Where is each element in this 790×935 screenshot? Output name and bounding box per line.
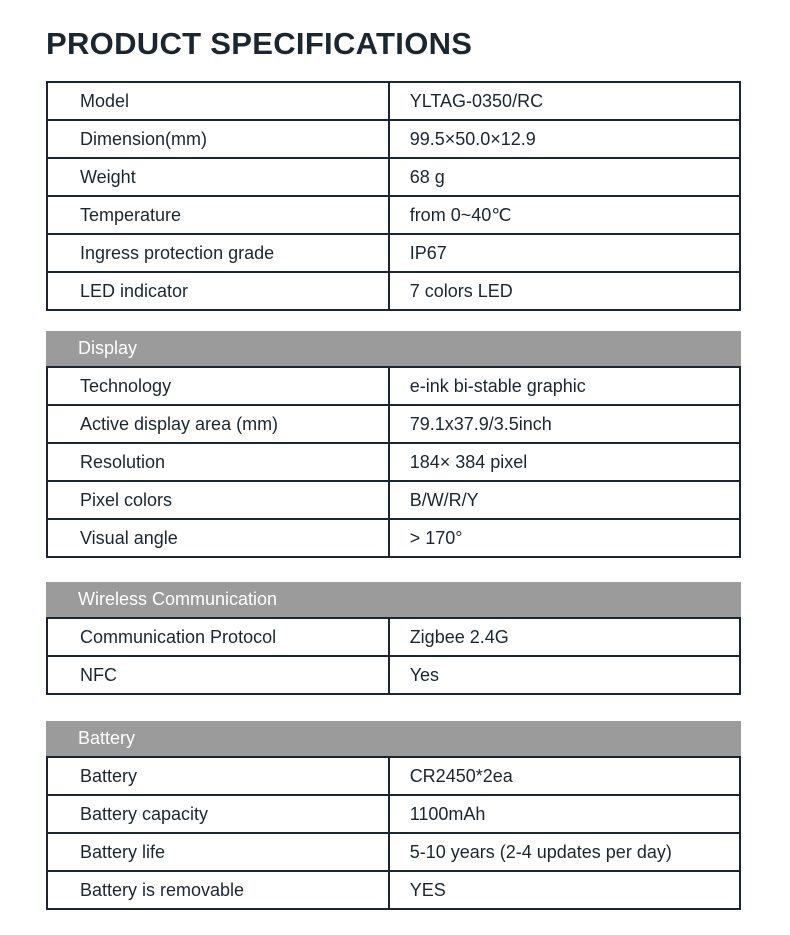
spec-label: Technology	[47, 367, 389, 405]
spec-label: Battery capacity	[47, 795, 389, 833]
spec-label: Battery is removable	[47, 871, 389, 909]
spec-value: IP67	[389, 234, 740, 272]
spec-row	[47, 196, 740, 234]
spec-value: 99.5×50.0×12.9	[389, 120, 740, 158]
spec-row	[47, 405, 740, 443]
spec-row	[47, 120, 740, 158]
spec-table-body	[47, 618, 740, 694]
spec-table	[46, 756, 741, 910]
spec-table-body	[47, 757, 740, 909]
spec-value: CR2450*2ea	[389, 757, 740, 795]
spec-row	[47, 272, 740, 310]
spec-value: Yes	[389, 656, 740, 694]
spec-label: LED indicator	[47, 272, 389, 310]
spec-value: 7 colors LED	[389, 272, 740, 310]
spec-label: Weight	[47, 158, 389, 196]
section-header-label: Wireless Communication	[78, 589, 278, 609]
spec-label: Battery	[47, 757, 389, 795]
spec-row	[47, 234, 740, 272]
page-title: PRODUCT SPECIFICATIONS	[46, 26, 473, 61]
section-header-label: Display	[78, 338, 138, 358]
spec-label: NFC	[47, 656, 389, 694]
spec-value: B/W/R/Y	[389, 481, 740, 519]
spec-label: Battery life	[47, 833, 389, 871]
spec-label: Ingress protection grade	[47, 234, 389, 272]
section-header	[46, 582, 741, 617]
spec-value: 5-10 years (2-4 updates per day)	[389, 833, 740, 871]
section-header	[46, 721, 741, 756]
spec-sections	[46, 81, 741, 910]
spec-table	[46, 617, 741, 695]
spec-value: 68 g	[389, 158, 740, 196]
spec-row	[47, 481, 740, 519]
spec-value: YLTAG-0350/RC	[389, 82, 740, 120]
spec-value: 79.1x37.9/3.5inch	[389, 405, 740, 443]
spec-row	[47, 656, 740, 694]
spec-row	[47, 618, 740, 656]
spec-label: Dimension(mm)	[47, 120, 389, 158]
spec-label: Communication Protocol	[47, 618, 389, 656]
spec-row	[47, 443, 740, 481]
spec-section	[46, 721, 741, 910]
spec-label: Resolution	[47, 443, 389, 481]
spec-row	[47, 82, 740, 120]
spec-value: YES	[389, 871, 740, 909]
spec-row	[47, 871, 740, 909]
spec-label: Pixel colors	[47, 481, 389, 519]
spec-row	[47, 833, 740, 871]
spec-section	[46, 582, 741, 695]
spec-label: Active display area (mm)	[47, 405, 389, 443]
spec-value: e-ink bi-stable graphic	[389, 367, 740, 405]
spec-row	[47, 519, 740, 557]
spec-row	[47, 158, 740, 196]
spec-section	[46, 331, 741, 558]
spec-row	[47, 795, 740, 833]
section-header	[46, 331, 741, 366]
spec-label: Temperature	[47, 196, 389, 234]
spec-table	[46, 81, 741, 311]
spec-label: Visual angle	[47, 519, 389, 557]
spec-table-body	[47, 82, 740, 310]
spec-table	[46, 366, 741, 558]
spec-value: from 0~40℃	[389, 196, 740, 234]
spec-value: 184× 384 pixel	[389, 443, 740, 481]
spec-table-body	[47, 367, 740, 557]
spec-row	[47, 757, 740, 795]
spec-value: Zigbee 2.4G	[389, 618, 740, 656]
spec-section	[46, 81, 741, 311]
spec-row	[47, 367, 740, 405]
spec-value: 1100mAh	[389, 795, 740, 833]
spec-label: Model	[47, 82, 389, 120]
spec-value: > 170°	[389, 519, 740, 557]
section-header-label: Battery	[78, 728, 136, 748]
